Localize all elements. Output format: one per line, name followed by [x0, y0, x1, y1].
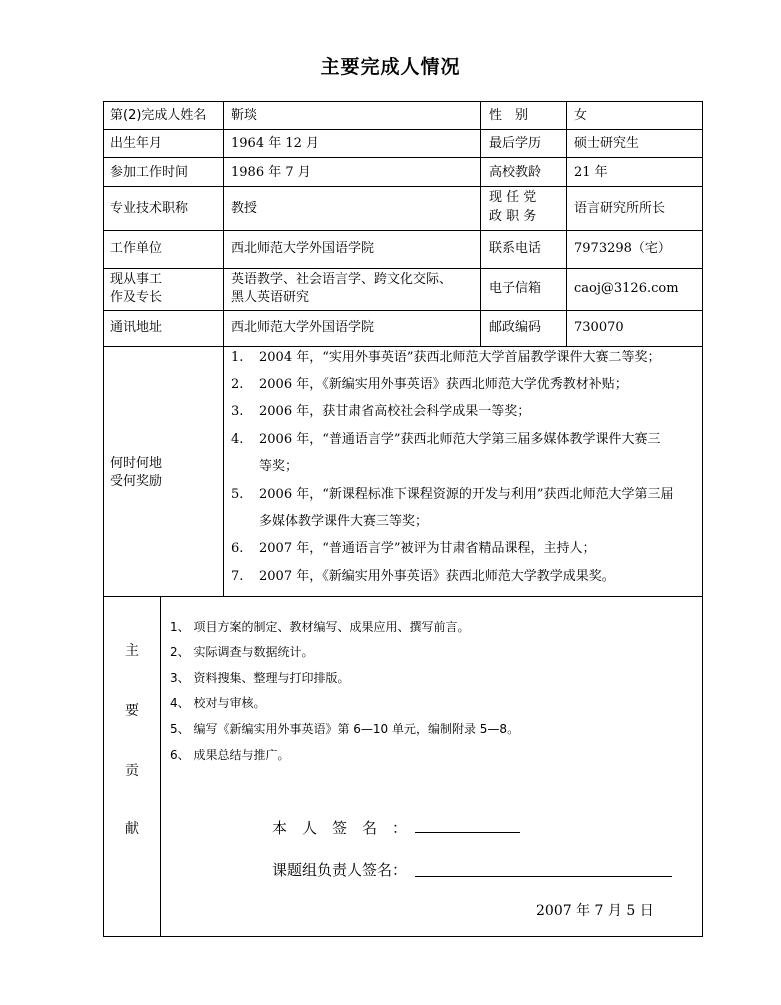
postcode-label: 邮政编码 [489, 320, 542, 335]
education-value: 硕士研究生 [574, 136, 640, 151]
gender-label: 性 别 [489, 108, 529, 123]
name-label: 第(2)完成人姓名 [110, 108, 207, 123]
title-label: 专业技术职称 [110, 201, 189, 216]
award-number: 4. [231, 432, 244, 447]
teaching-years-value: 21 年 [574, 165, 608, 180]
position-label-line1: 现 任 党 [489, 190, 537, 205]
contributions-label-char: 献 [125, 821, 139, 837]
award-text: 2006 年，获甘肃省高校社会科学成果一等奖； [259, 404, 531, 419]
birth-label: 出生年月 [110, 136, 163, 151]
signature-leader-line [415, 876, 672, 877]
page-title: 主要完成人情况 [320, 56, 461, 78]
position-value: 语言研究所所长 [574, 201, 666, 216]
awards-label-line1: 何时何地 [110, 456, 163, 471]
contributions-label-char: 贡 [125, 763, 139, 779]
teaching-years-label: 高校教龄 [489, 165, 542, 180]
signature-leader-label: 课题组负责人签名： [272, 861, 408, 879]
award-text: 2007 年，“普通语言学”被评为甘肃省精品课程，主持人； [259, 541, 596, 556]
phone-label: 联系电话 [489, 241, 542, 256]
award-text: 2006 年，“普通语言学”获西北师范大学第三届多媒体教学课件大赛三 [259, 432, 661, 447]
column-divider [160, 596, 161, 937]
contribution-item: 1、 项目方案的制定、教材编写、成果应用、撰写前言。 [170, 620, 470, 634]
gender-value: 女 [574, 108, 588, 123]
award-number: 5. [231, 487, 244, 502]
row-divider [103, 310, 703, 311]
employer-label: 工作单位 [110, 241, 163, 256]
award-text: 2004 年，“实用外事英语”获西北师范大学首届教学课件大赛二等奖； [259, 350, 661, 365]
email-value: caoj@3126.com [574, 281, 679, 296]
row-divider [103, 268, 703, 269]
employer-value: 西北师范大学外国语学院 [231, 241, 375, 256]
education-label: 最后学历 [489, 136, 542, 151]
award-text: 2006 年，《新编实用外事英语》获西北师范大学优秀教材补贴； [259, 377, 628, 392]
specialty-value-line1: 英语教学、社会语言学、跨文化交际、 [231, 272, 453, 287]
contribution-item: 6、 成果总结与推广。 [170, 748, 290, 762]
award-item-5-continued: 多媒体教学课件大赛三等奖； [259, 514, 429, 529]
contributions-label-char: 主 [125, 643, 139, 659]
award-item-4-continued: 等奖； [259, 459, 299, 474]
postcode-value: 730070 [574, 320, 624, 335]
email-label: 电子信箱 [489, 281, 542, 296]
award-item-2 [231, 377, 628, 393]
phone-value: 7973298（宅） [574, 241, 671, 256]
title-value: 教授 [231, 201, 258, 216]
specialty-value-line2: 黑人英语研究 [231, 290, 310, 305]
award-number: 3. [231, 404, 244, 419]
award-number: 6. [231, 541, 244, 556]
row-divider [103, 230, 703, 231]
row-divider [103, 129, 703, 130]
column-divider [223, 101, 224, 596]
row-divider [103, 186, 703, 187]
work-start-label: 参加工作时间 [110, 165, 189, 180]
row-divider [103, 596, 703, 597]
award-item-6 [231, 541, 596, 557]
row-divider [103, 346, 703, 347]
award-item-3 [231, 404, 530, 420]
awards-label-line2: 受何奖励 [110, 474, 163, 489]
award-number: 7. [231, 569, 244, 584]
signature-self-line [415, 832, 520, 833]
column-divider [480, 101, 481, 346]
signature-date: 2007 年 7 月 5 日 [536, 903, 654, 919]
address-label: 通讯地址 [110, 320, 163, 335]
contribution-item: 4、 校对与审核。 [170, 696, 266, 710]
specialty-label-line2: 作及专长 [110, 290, 163, 305]
row-divider [103, 157, 703, 158]
award-item-5 [231, 487, 674, 503]
contribution-item: 3、 资料搜集、整理与打印排版。 [170, 671, 350, 685]
contribution-item: 2、 实际调查与数据统计。 [170, 645, 314, 659]
address-value: 西北师范大学外国语学院 [231, 320, 375, 335]
contributions-label-char: 要 [125, 703, 139, 719]
award-item-1 [231, 350, 661, 366]
signature-self-label: 本 人 签 名 ： [272, 819, 408, 837]
award-number: 1. [231, 350, 244, 365]
name-value: 靳琰 [231, 108, 258, 123]
award-item-4 [231, 432, 661, 448]
specialty-label-line1: 现从事工 [110, 272, 163, 287]
column-divider [566, 101, 567, 346]
award-item-7 [231, 569, 615, 585]
contribution-item: 5、 编写《新编实用外事英语》第 6—10 单元，编制附录 5—8。 [170, 722, 520, 736]
birth-value: 1964 年 12 月 [231, 136, 320, 151]
position-label-line2: 政 职 务 [489, 209, 537, 224]
award-text: 2007 年，《新编实用外事英语》获西北师范大学教学成果奖。 [259, 569, 615, 584]
award-number: 2. [231, 377, 244, 392]
award-text: 2006 年，“新课程标准下课程资源的开发与利用”获西北师范大学第三届 [259, 487, 674, 502]
work-start-value: 1986 年 7 月 [231, 165, 311, 180]
